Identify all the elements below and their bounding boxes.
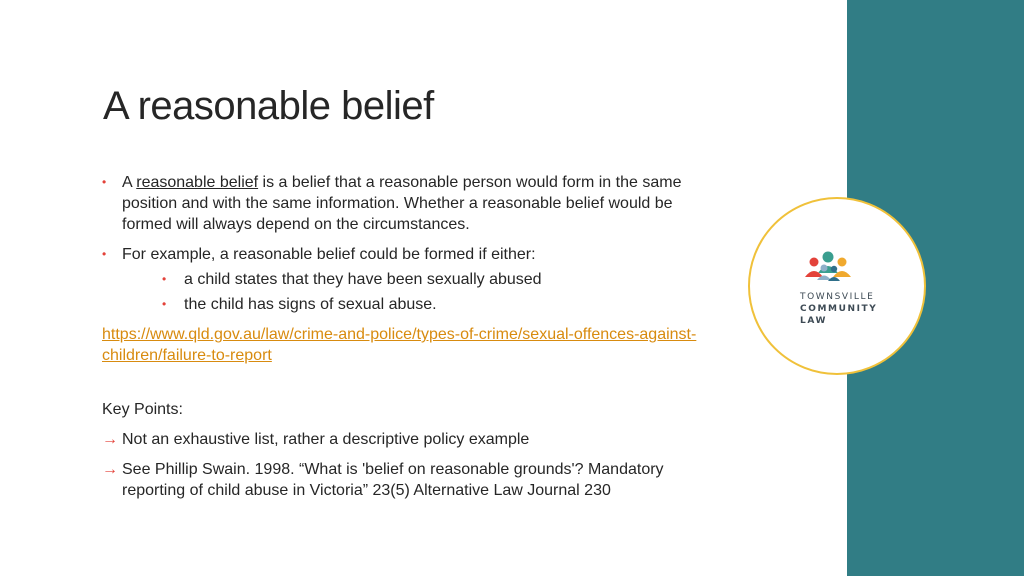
logo-badge xyxy=(748,197,926,375)
sub-bullet-marker: • xyxy=(162,297,167,311)
sub-bullet-marker: • xyxy=(162,272,167,286)
key-point-2 xyxy=(102,459,722,501)
bullet-marker: • xyxy=(102,247,107,261)
arrow-right-icon: → xyxy=(102,431,118,448)
reasonable-belief-term: reasonable belief xyxy=(136,174,259,191)
logo-line-1: TOWNSVILLE xyxy=(800,292,875,302)
sub-bullet-1 xyxy=(122,269,722,290)
sub-bullet-1-text: a child states that they have been sexually abused xyxy=(184,271,542,288)
sub-bullet-2 xyxy=(122,294,722,315)
bullet-example xyxy=(102,244,722,315)
logo-line-3: LAW xyxy=(800,316,828,326)
bullet-marker: • xyxy=(102,175,107,189)
qld-gov-link[interactable]: https://www.qld.gov.au/law/crime-and-police/types-of-crime/sexual-offences-against-children/failure-to-report xyxy=(102,326,697,364)
key-point-1-text: Not an exhaustive list, rather a descriptive policy example xyxy=(122,431,530,448)
key-points-heading: Key Points: xyxy=(102,401,183,418)
slide-title: A reasonable belief xyxy=(103,84,434,128)
sub-bullet-2-text: the child has signs of sexual abuse. xyxy=(184,296,437,313)
logo-wordmark xyxy=(800,291,877,327)
arrow-right-icon: → xyxy=(102,461,118,478)
bullet-example-text: For example, a reasonable belief could be formed if either: xyxy=(122,246,536,263)
slide-body xyxy=(102,172,722,510)
bullet-definition xyxy=(102,172,722,235)
key-point-2-text: See Phillip Swain. 1998. “What is 'belief on reasonable grounds'? Mandatory reporting of child abuse in Victoria” 23(5) Alternative Law Journal 230 xyxy=(122,461,664,499)
people-group-icon xyxy=(798,251,858,285)
bullet-prefix: A xyxy=(122,174,137,191)
bullet-definition-text: is a belief that a reasonable person would form in the same position and with the same information. Whether a reasonable belief would be formed will always depend on the circumstances. xyxy=(122,174,682,233)
key-point-1 xyxy=(102,429,722,450)
logo-line-2: COMMUNITY xyxy=(800,304,878,314)
